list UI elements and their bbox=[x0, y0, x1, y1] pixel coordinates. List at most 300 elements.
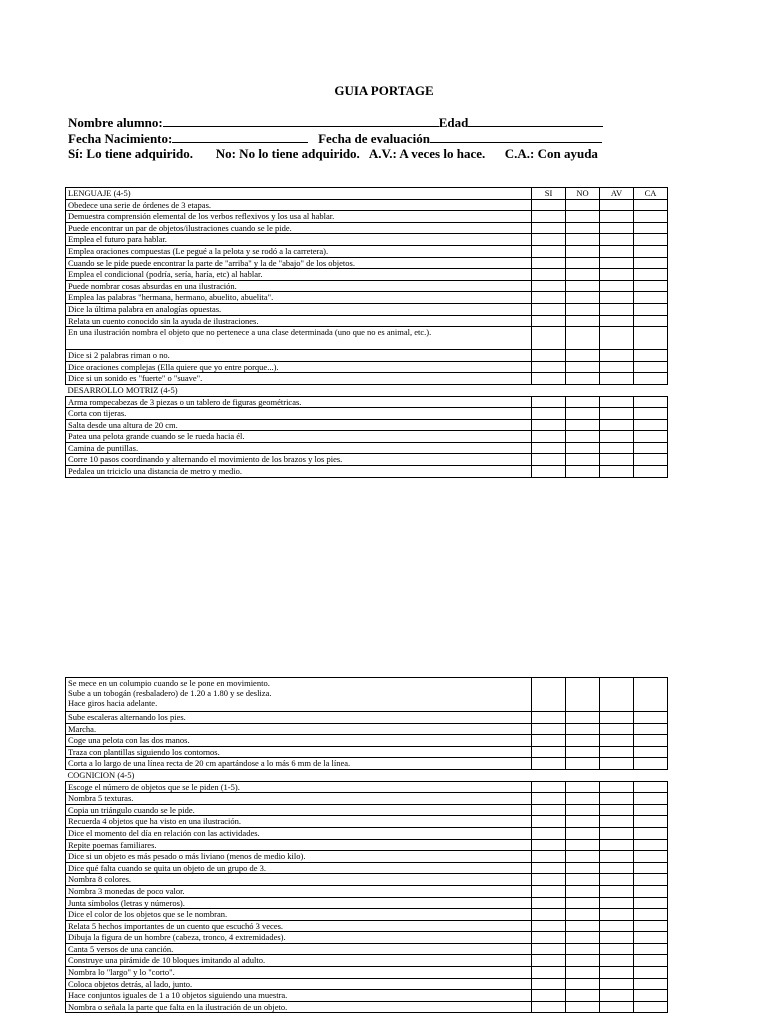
checkbox-cell-no[interactable] bbox=[566, 199, 600, 211]
checkbox-cell-av[interactable] bbox=[600, 269, 634, 281]
checkbox-cell-ca[interactable] bbox=[634, 990, 668, 1002]
item-text: Emplea el condicional (podría, sería, haría, etc) al hablar. bbox=[66, 269, 532, 281]
checkbox-cell-no[interactable] bbox=[566, 222, 600, 234]
checkbox-cell-no[interactable] bbox=[566, 234, 600, 246]
table-row bbox=[66, 758, 668, 770]
checkbox-cell-av[interactable] bbox=[600, 862, 634, 874]
item-text: Corre 10 pasos coordinando y alternando el movimiento de los brazos y los pies. bbox=[66, 454, 532, 466]
checkbox-cell-no[interactable] bbox=[566, 827, 600, 839]
edad-label: Edad bbox=[438, 115, 469, 130]
checkbox-cell-no[interactable] bbox=[566, 211, 600, 223]
checkbox-cell-si[interactable] bbox=[532, 466, 566, 478]
item-text: Dice si un sonido es "fuerte" o "suave". bbox=[66, 373, 532, 385]
checkbox-cell-si[interactable] bbox=[532, 454, 566, 466]
checkbox-cell-ca[interactable] bbox=[634, 280, 668, 292]
checkbox-cell-si[interactable] bbox=[532, 804, 566, 816]
table-row bbox=[66, 920, 668, 932]
checkbox-cell-si[interactable] bbox=[532, 758, 566, 770]
checkbox-cell-no[interactable] bbox=[566, 269, 600, 281]
item-text: Camina de puntillas. bbox=[66, 442, 532, 454]
table-row bbox=[66, 735, 668, 747]
checkbox-cell-av[interactable] bbox=[600, 678, 634, 712]
item-text: Salta desde una altura de 20 cm. bbox=[66, 419, 532, 431]
checkbox-cell-no[interactable] bbox=[566, 839, 600, 851]
checkbox-cell-av[interactable] bbox=[600, 874, 634, 886]
checkbox-cell-ca[interactable] bbox=[634, 350, 668, 362]
checkbox-cell-av[interactable] bbox=[600, 723, 634, 735]
checkbox-cell-no[interactable] bbox=[566, 350, 600, 362]
checkbox-cell-ca[interactable] bbox=[634, 723, 668, 735]
checkbox-cell-av[interactable] bbox=[600, 758, 634, 770]
checkbox-cell-ca[interactable] bbox=[634, 315, 668, 327]
item-text: Marcha. bbox=[66, 723, 532, 735]
checkbox-cell-si[interactable] bbox=[532, 967, 566, 979]
table-row bbox=[66, 269, 668, 281]
checkbox-cell-ca[interactable] bbox=[634, 793, 668, 805]
checkbox-cell-si[interactable] bbox=[532, 234, 566, 246]
checkbox-cell-si[interactable] bbox=[532, 350, 566, 362]
checkbox-cell-si[interactable] bbox=[532, 222, 566, 234]
page-title: GUIA PORTAGE bbox=[334, 83, 434, 98]
table-row bbox=[66, 350, 668, 362]
item-text: Dice el color de los objetos que se le nombran. bbox=[66, 909, 532, 921]
checkbox-cell-no[interactable] bbox=[566, 245, 600, 257]
checkbox-cell-ca[interactable] bbox=[634, 303, 668, 315]
checkbox-cell-si[interactable] bbox=[532, 735, 566, 747]
checkbox-cell-si[interactable] bbox=[532, 269, 566, 281]
checkbox-cell-av[interactable] bbox=[600, 292, 634, 304]
checkbox-cell-av[interactable] bbox=[600, 315, 634, 327]
checkbox-cell-si[interactable] bbox=[532, 396, 566, 408]
checkbox-cell-si[interactable] bbox=[532, 920, 566, 932]
checkbox-cell-ca[interactable] bbox=[634, 862, 668, 874]
checkbox-cell-ca[interactable] bbox=[634, 816, 668, 828]
checkbox-cell-no[interactable] bbox=[566, 955, 600, 967]
item-text: Nombra 8 colores. bbox=[66, 874, 532, 886]
nombre-field[interactable] bbox=[163, 114, 439, 127]
item-text: Hace conjuntos iguales de 1 a 10 objetos siguiendo una muestra. bbox=[66, 990, 532, 1002]
fecha-nacimiento-field[interactable] bbox=[172, 130, 308, 143]
column-header-av: AV bbox=[600, 188, 634, 200]
item-text: Emplea oraciones compuestas (Le pegué a la pelota y se rodó a la carretera). bbox=[66, 245, 532, 257]
checkbox-cell-ca[interactable] bbox=[634, 735, 668, 747]
checkbox-cell-av[interactable] bbox=[600, 712, 634, 724]
checkbox-cell-av[interactable] bbox=[600, 408, 634, 420]
checkbox-cell-si[interactable] bbox=[532, 816, 566, 828]
checkbox-cell-si[interactable] bbox=[532, 746, 566, 758]
checkbox-cell-av[interactable] bbox=[600, 781, 634, 793]
fecha-evaluacion-field[interactable] bbox=[430, 130, 602, 143]
checkbox-cell-av[interactable] bbox=[600, 466, 634, 478]
checkbox-cell-no[interactable] bbox=[566, 361, 600, 373]
checkbox-cell-ca[interactable] bbox=[634, 466, 668, 478]
item-text: Pedalea un triciclo una distancia de metro y medio. bbox=[66, 466, 532, 478]
table-row bbox=[66, 885, 668, 897]
checkbox-cell-si[interactable] bbox=[532, 978, 566, 990]
checkbox-cell-av[interactable] bbox=[600, 735, 634, 747]
legend-av: A.V.: A veces lo hace. bbox=[368, 146, 486, 161]
checkbox-cell-no[interactable] bbox=[566, 442, 600, 454]
checkbox-cell-si[interactable] bbox=[532, 303, 566, 315]
checkbox-cell-no[interactable] bbox=[566, 978, 600, 990]
legend-ca: C.A.: Con ayuda bbox=[504, 146, 598, 161]
table-row bbox=[66, 851, 668, 863]
checkbox-cell-ca[interactable] bbox=[634, 874, 668, 886]
checkbox-cell-ca[interactable] bbox=[634, 932, 668, 944]
checkbox-cell-ca[interactable] bbox=[634, 712, 668, 724]
table-row bbox=[66, 723, 668, 735]
checkbox-cell-ca[interactable] bbox=[634, 827, 668, 839]
checkbox-cell-no[interactable] bbox=[566, 678, 600, 712]
checkbox-cell-no[interactable] bbox=[566, 862, 600, 874]
checkbox-cell-no[interactable] bbox=[566, 943, 600, 955]
checkbox-cell-si[interactable] bbox=[532, 932, 566, 944]
checkbox-cell-ca[interactable] bbox=[634, 839, 668, 851]
checkbox-cell-no[interactable] bbox=[566, 793, 600, 805]
checkbox-cell-no[interactable] bbox=[566, 257, 600, 269]
item-text: En una ilustración nombra el objeto que no pertenece a una clase determinada (uno que no es animal, etc.). bbox=[66, 327, 532, 350]
checkbox-cell-av[interactable] bbox=[600, 978, 634, 990]
checkbox-cell-av[interactable] bbox=[600, 222, 634, 234]
checkbox-cell-av[interactable] bbox=[600, 350, 634, 362]
table-row bbox=[66, 793, 668, 805]
checkbox-cell-av[interactable] bbox=[600, 257, 634, 269]
checkbox-cell-av[interactable] bbox=[600, 839, 634, 851]
checkbox-cell-no[interactable] bbox=[566, 712, 600, 724]
item-text: Cuando se le pide puede encontrar la parte de "arriba" y la de "abajo" de los objetos. bbox=[66, 257, 532, 269]
checkbox-cell-no[interactable] bbox=[566, 735, 600, 747]
checkbox-cell-ca[interactable] bbox=[634, 920, 668, 932]
checkbox-cell-si[interactable] bbox=[532, 199, 566, 211]
checkbox-cell-no[interactable] bbox=[566, 758, 600, 770]
nombre-label: Nombre alumno: bbox=[68, 115, 163, 130]
checkbox-cell-no[interactable] bbox=[566, 373, 600, 385]
table-row bbox=[66, 909, 668, 921]
checkbox-cell-av[interactable] bbox=[600, 431, 634, 443]
section-header-row bbox=[66, 384, 668, 396]
item-text: Puede encontrar un par de objetos/ilustraciones cuando se le pide. bbox=[66, 222, 532, 234]
checkbox-cell-no[interactable] bbox=[566, 466, 600, 478]
item-text: Patea una pelota grande cuando se le rueda hacia él. bbox=[66, 431, 532, 443]
checkbox-cell-no[interactable] bbox=[566, 967, 600, 979]
checkbox-cell-ca[interactable] bbox=[634, 885, 668, 897]
item-text: Relata 5 hechos importantes de un cuento que escuchó 3 veces. bbox=[66, 920, 532, 932]
table-row bbox=[66, 199, 668, 211]
checkbox-cell-no[interactable] bbox=[566, 280, 600, 292]
table-row bbox=[66, 816, 668, 828]
table-row bbox=[66, 827, 668, 839]
item-text: Dice si un objeto es más pesado o más liviano (menos de medio kilo). bbox=[66, 851, 532, 863]
checkbox-cell-si[interactable] bbox=[532, 442, 566, 454]
item-text: Demuestra comprensión elemental de los verbos reflexivos y los usa al hablar. bbox=[66, 211, 532, 223]
checkbox-cell-ca[interactable] bbox=[634, 327, 668, 350]
item-text: Obedece una serie de órdenes de 3 etapas. bbox=[66, 199, 532, 211]
item-text: Dice oraciones complejas (Ella quiere que yo entre porque...). bbox=[66, 361, 532, 373]
checkbox-cell-av[interactable] bbox=[600, 885, 634, 897]
table-row bbox=[66, 990, 668, 1002]
checkbox-cell-si[interactable] bbox=[532, 245, 566, 257]
table-row bbox=[66, 327, 668, 350]
checkbox-cell-no[interactable] bbox=[566, 396, 600, 408]
checkbox-cell-si[interactable] bbox=[532, 280, 566, 292]
table-row bbox=[66, 280, 668, 292]
item-text: Sube escaleras alternando los pies. bbox=[66, 712, 532, 724]
checkbox-cell-no[interactable] bbox=[566, 303, 600, 315]
checkbox-cell-si[interactable] bbox=[532, 909, 566, 921]
checkbox-cell-no[interactable] bbox=[566, 315, 600, 327]
checkbox-cell-ca[interactable] bbox=[634, 408, 668, 420]
checkbox-cell-si[interactable] bbox=[532, 315, 566, 327]
checkbox-cell-si[interactable] bbox=[532, 723, 566, 735]
checkbox-cell-ca[interactable] bbox=[634, 211, 668, 223]
checkbox-cell-si[interactable] bbox=[532, 885, 566, 897]
item-text: Canta 5 versos de una canción. bbox=[66, 943, 532, 955]
table-row bbox=[66, 442, 668, 454]
table-row bbox=[66, 431, 668, 443]
item-text: Recuerda 4 objetos que ha visto en una ilustración. bbox=[66, 816, 532, 828]
table-row bbox=[66, 245, 668, 257]
checkbox-cell-no[interactable] bbox=[566, 874, 600, 886]
item-line: Hace giros hacia adelante. bbox=[68, 698, 158, 708]
checkbox-cell-si[interactable] bbox=[532, 678, 566, 712]
checkbox-cell-no[interactable] bbox=[566, 816, 600, 828]
table-row bbox=[66, 396, 668, 408]
table-row bbox=[66, 932, 668, 944]
checkbox-cell-ca[interactable] bbox=[634, 361, 668, 373]
checkbox-cell-ca[interactable] bbox=[634, 373, 668, 385]
item-line: Se mece en un columpio cuando se le pone en movimiento. bbox=[68, 678, 270, 688]
item-line: Sube a un tobogán (resbaladero) de 1.20 a 1.80 y se desliza. bbox=[68, 688, 272, 698]
checkbox-cell-ca[interactable] bbox=[634, 851, 668, 863]
section-title: COGNICION (4-5) bbox=[66, 769, 668, 781]
checkbox-cell-ca[interactable] bbox=[634, 269, 668, 281]
item-text bbox=[66, 678, 532, 712]
legend-no: No: No lo tiene adquirido. bbox=[215, 146, 360, 161]
table-row bbox=[66, 943, 668, 955]
checkbox-cell-si[interactable] bbox=[532, 897, 566, 909]
fecha-evaluacion-label: Fecha de evaluación bbox=[318, 131, 431, 146]
checkbox-cell-ca[interactable] bbox=[634, 678, 668, 712]
item-text: Construye una pirámide de 10 bloques imitando al adulto. bbox=[66, 955, 532, 967]
checkbox-cell-av[interactable] bbox=[600, 396, 634, 408]
checkbox-cell-ca[interactable] bbox=[634, 292, 668, 304]
checkbox-cell-ca[interactable] bbox=[634, 943, 668, 955]
table-row bbox=[66, 303, 668, 315]
legend-si: Sí: Lo tiene adquirido. bbox=[68, 146, 193, 161]
item-text: Dice el momento del día en relación con las actividades. bbox=[66, 827, 532, 839]
table-row bbox=[66, 373, 668, 385]
table-row bbox=[66, 257, 668, 269]
checkbox-cell-ca[interactable] bbox=[634, 245, 668, 257]
checkbox-cell-si[interactable] bbox=[532, 955, 566, 967]
checkbox-cell-ca[interactable] bbox=[634, 234, 668, 246]
checkbox-cell-ca[interactable] bbox=[634, 955, 668, 967]
table-row bbox=[66, 967, 668, 979]
checkbox-cell-no[interactable] bbox=[566, 408, 600, 420]
checkbox-cell-av[interactable] bbox=[600, 955, 634, 967]
table-row bbox=[66, 862, 668, 874]
section-title: DESARROLLO MOTRIZ (4-5) bbox=[66, 384, 668, 396]
checkbox-cell-si[interactable] bbox=[532, 839, 566, 851]
checkbox-cell-no[interactable] bbox=[566, 1001, 600, 1013]
checkbox-cell-si[interactable] bbox=[532, 943, 566, 955]
checkbox-cell-si[interactable] bbox=[532, 373, 566, 385]
table-row bbox=[66, 454, 668, 466]
section-header-row bbox=[66, 188, 668, 200]
item-text: Traza con plantillas siguiendo los contornos. bbox=[66, 746, 532, 758]
checkbox-cell-av[interactable] bbox=[600, 454, 634, 466]
table-row bbox=[66, 315, 668, 327]
checkbox-cell-si[interactable] bbox=[532, 827, 566, 839]
checkbox-cell-no[interactable] bbox=[566, 932, 600, 944]
checkbox-cell-av[interactable] bbox=[600, 234, 634, 246]
checkbox-cell-no[interactable] bbox=[566, 454, 600, 466]
checkbox-cell-ca[interactable] bbox=[634, 1001, 668, 1013]
checkbox-cell-no[interactable] bbox=[566, 419, 600, 431]
checkbox-cell-no[interactable] bbox=[566, 885, 600, 897]
checkbox-cell-ca[interactable] bbox=[634, 804, 668, 816]
checkbox-cell-si[interactable] bbox=[532, 211, 566, 223]
checkbox-cell-av[interactable] bbox=[600, 804, 634, 816]
table-row bbox=[66, 781, 668, 793]
table-row bbox=[66, 746, 668, 758]
table-row bbox=[66, 978, 668, 990]
checkbox-cell-no[interactable] bbox=[566, 292, 600, 304]
checkbox-cell-si[interactable] bbox=[532, 874, 566, 886]
checkbox-cell-av[interactable] bbox=[600, 361, 634, 373]
edad-field[interactable] bbox=[468, 114, 603, 127]
checkbox-cell-no[interactable] bbox=[566, 327, 600, 350]
checkbox-cell-no[interactable] bbox=[566, 851, 600, 863]
checkbox-cell-si[interactable] bbox=[532, 712, 566, 724]
checkbox-cell-no[interactable] bbox=[566, 746, 600, 758]
checkbox-cell-no[interactable] bbox=[566, 920, 600, 932]
checkbox-cell-si[interactable] bbox=[532, 257, 566, 269]
checkbox-cell-av[interactable] bbox=[600, 920, 634, 932]
table-row bbox=[66, 292, 668, 304]
table-row bbox=[66, 466, 668, 478]
checkbox-cell-av[interactable] bbox=[600, 245, 634, 257]
checkbox-cell-ca[interactable] bbox=[634, 442, 668, 454]
checkbox-cell-av[interactable] bbox=[600, 909, 634, 921]
item-text: Corta con tijeras. bbox=[66, 408, 532, 420]
checkbox-cell-av[interactable] bbox=[600, 280, 634, 292]
checkbox-cell-no[interactable] bbox=[566, 804, 600, 816]
checkbox-cell-si[interactable] bbox=[532, 419, 566, 431]
checkbox-cell-si[interactable] bbox=[532, 1001, 566, 1013]
checkbox-cell-ca[interactable] bbox=[634, 897, 668, 909]
checkbox-cell-av[interactable] bbox=[600, 943, 634, 955]
checkbox-cell-si[interactable] bbox=[532, 327, 566, 350]
checkbox-cell-si[interactable] bbox=[532, 408, 566, 420]
checkbox-cell-si[interactable] bbox=[532, 862, 566, 874]
item-text: Coge una pelota con las dos manos. bbox=[66, 735, 532, 747]
checkbox-cell-si[interactable] bbox=[532, 781, 566, 793]
item-text: Emplea las palabras "hermana, hermano, abuelito, abuelita". bbox=[66, 292, 532, 304]
checkbox-cell-ca[interactable] bbox=[634, 222, 668, 234]
item-text: Emplea el futuro para hablar. bbox=[66, 234, 532, 246]
checkbox-cell-si[interactable] bbox=[532, 793, 566, 805]
checkbox-cell-av[interactable] bbox=[600, 211, 634, 223]
checkbox-cell-av[interactable] bbox=[600, 327, 634, 350]
checkbox-cell-ca[interactable] bbox=[634, 199, 668, 211]
checkbox-cell-ca[interactable] bbox=[634, 978, 668, 990]
item-text: Dice la última palabra en analogías opuestas. bbox=[66, 303, 532, 315]
checkbox-cell-ca[interactable] bbox=[634, 396, 668, 408]
checkbox-cell-no[interactable] bbox=[566, 909, 600, 921]
table-row bbox=[66, 897, 668, 909]
checkbox-cell-no[interactable] bbox=[566, 431, 600, 443]
table-row bbox=[66, 1001, 668, 1013]
item-text: Arma rompecabezas de 3 piezas o un tablero de figuras geométricas. bbox=[66, 396, 532, 408]
checkbox-cell-no[interactable] bbox=[566, 723, 600, 735]
item-text: Nombra lo "largo" y lo "corto". bbox=[66, 967, 532, 979]
checkbox-cell-av[interactable] bbox=[600, 303, 634, 315]
item-text: Junta símbolos (letras y números). bbox=[66, 897, 532, 909]
table-row bbox=[66, 222, 668, 234]
checkbox-cell-av[interactable] bbox=[600, 746, 634, 758]
checkbox-cell-av[interactable] bbox=[600, 1001, 634, 1013]
column-header-no: NO bbox=[566, 188, 600, 200]
table-row bbox=[66, 678, 668, 712]
table-row bbox=[66, 408, 668, 420]
table-row bbox=[66, 211, 668, 223]
header-line-2 bbox=[68, 130, 602, 147]
fecha-nacimiento-label: Fecha Nacimiento: bbox=[68, 131, 173, 146]
item-text: Dibuja la figura de un hombre (cabeza, tronco, 4 extremidades). bbox=[66, 932, 532, 944]
checkbox-cell-si[interactable] bbox=[532, 361, 566, 373]
checkbox-cell-ca[interactable] bbox=[634, 454, 668, 466]
checkbox-cell-av[interactable] bbox=[600, 932, 634, 944]
item-text: Nombra 3 monedas de poco valor. bbox=[66, 885, 532, 897]
item-text: Dice si 2 palabras riman o no. bbox=[66, 350, 532, 362]
checkbox-cell-ca[interactable] bbox=[634, 419, 668, 431]
section-header-row bbox=[66, 769, 668, 781]
checkbox-cell-ca[interactable] bbox=[634, 781, 668, 793]
checkbox-cell-av[interactable] bbox=[600, 419, 634, 431]
checkbox-cell-ca[interactable] bbox=[634, 909, 668, 921]
checkbox-cell-no[interactable] bbox=[566, 990, 600, 1002]
checkbox-cell-ca[interactable] bbox=[634, 431, 668, 443]
table-row bbox=[66, 804, 668, 816]
checkbox-cell-ca[interactable] bbox=[634, 758, 668, 770]
table-row bbox=[66, 419, 668, 431]
checkbox-cell-no[interactable] bbox=[566, 781, 600, 793]
checkbox-cell-si[interactable] bbox=[532, 431, 566, 443]
legend-line bbox=[68, 146, 598, 162]
item-text: Corta a lo largo de una línea recta de 20 cm apartándose a lo más 6 mm de la línea. bbox=[66, 758, 532, 770]
checkbox-cell-av[interactable] bbox=[600, 442, 634, 454]
checkbox-cell-ca[interactable] bbox=[634, 257, 668, 269]
checkbox-cell-av[interactable] bbox=[600, 827, 634, 839]
checkbox-cell-av[interactable] bbox=[600, 851, 634, 863]
checkbox-cell-ca[interactable] bbox=[634, 967, 668, 979]
checkbox-cell-av[interactable] bbox=[600, 199, 634, 211]
column-header-ca: CA bbox=[634, 188, 668, 200]
table-row bbox=[66, 712, 668, 724]
checkbox-cell-si[interactable] bbox=[532, 292, 566, 304]
checkbox-cell-av[interactable] bbox=[600, 990, 634, 1002]
checkbox-cell-av[interactable] bbox=[600, 793, 634, 805]
checkbox-cell-si[interactable] bbox=[532, 851, 566, 863]
checkbox-cell-av[interactable] bbox=[600, 816, 634, 828]
checkbox-cell-av[interactable] bbox=[600, 897, 634, 909]
checkbox-cell-ca[interactable] bbox=[634, 746, 668, 758]
checkbox-cell-av[interactable] bbox=[600, 373, 634, 385]
checkbox-cell-si[interactable] bbox=[532, 990, 566, 1002]
checkbox-cell-av[interactable] bbox=[600, 967, 634, 979]
checkbox-cell-no[interactable] bbox=[566, 897, 600, 909]
